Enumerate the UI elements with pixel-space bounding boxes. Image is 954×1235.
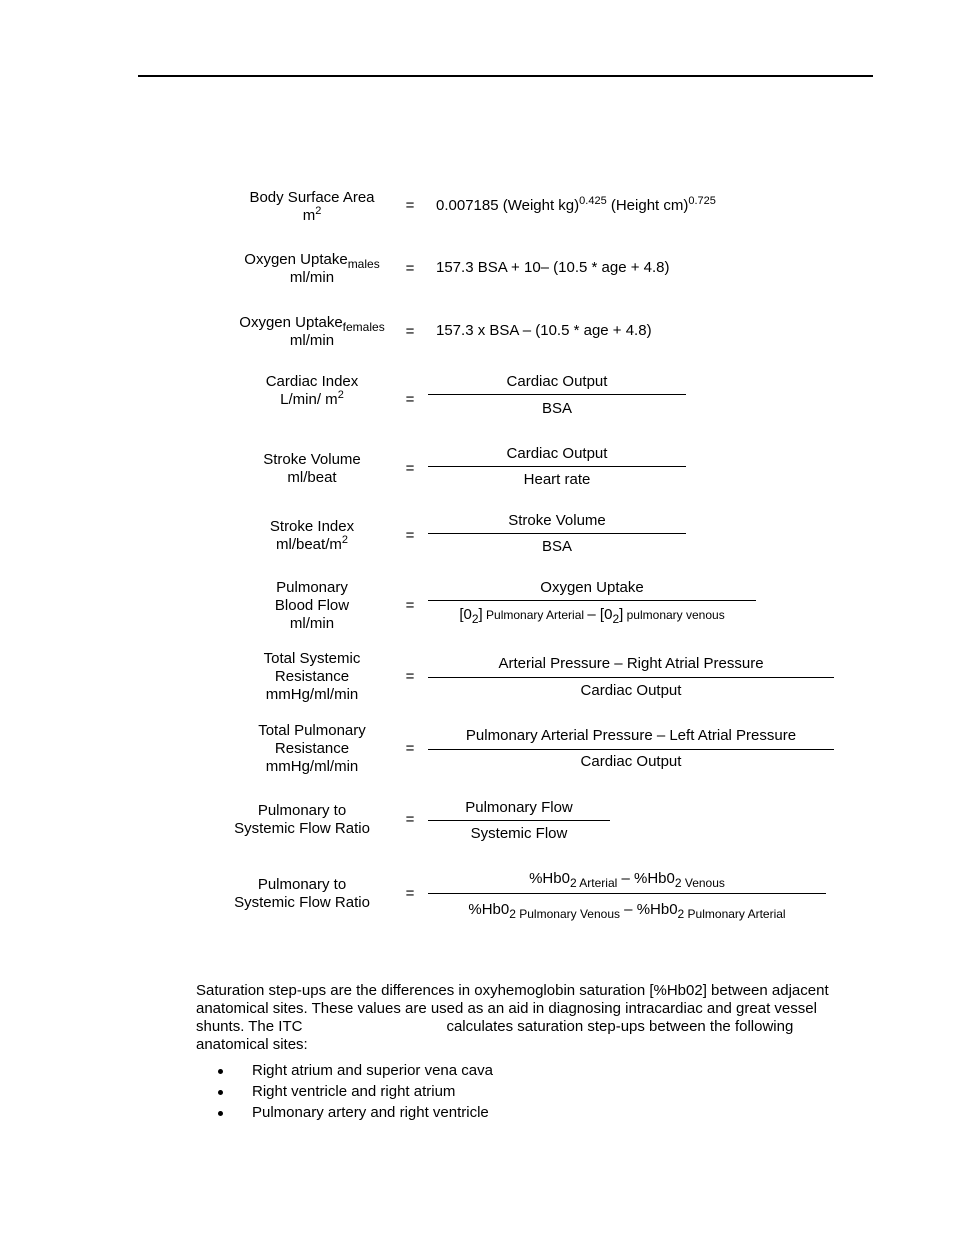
o2-females-expression: 157.3 x BSA – (10.5 * age + 4.8) (436, 322, 652, 339)
pulm-blood-flow-denominator: $[0_2]$ Pulmonary Arterial – $[0_2]$ pulmonary venous (459, 606, 725, 626)
bsa-label: Body Surface Area $m^2$ (249, 189, 375, 224)
saturation-paragraph: Saturation step-ups are the differences in oxyhemoglobin saturation [%Hb02] between adjacent anatomical sites. These values are used as an aid in diagnosing intracardiac and great vessel shunts. The ITC calculates saturation step-ups between the following anatomical sites: (196, 982, 829, 1053)
tsr-fraction-bar (428, 677, 834, 678)
stroke-index-denominator: BSA (541, 538, 572, 555)
qp-qs-1-equals: = (405, 811, 415, 828)
qp-qs-1-numerator: Pulmonary Flow (465, 799, 573, 816)
tpr-fraction-bar (428, 749, 834, 750)
qp-qs-1-label: Pulmonary to Systemic Flow Ratio (234, 802, 370, 837)
o2-males-expression: 157.3 BSA + 10– (10.5 * age + 4.8) (436, 259, 670, 276)
bsa-equals: = (405, 197, 415, 214)
anatomical-sites-list (196, 1062, 493, 1125)
stroke-volume-label: Stroke Volume ml/beat (263, 451, 361, 486)
tsr-equals: = (405, 668, 415, 685)
qp-qs-1-denominator: Systemic Flow (470, 825, 568, 842)
list-item: Right atrium and superior vena cava (196, 1062, 493, 1083)
tsr-numerator: Arterial Pressure – Right Atrial Pressure (498, 655, 764, 672)
o2-females-equals: = (405, 323, 415, 340)
pulm-blood-flow-equals: = (405, 597, 415, 614)
cardiac-index-label: Cardiac Index L/min/ $m^2$ (265, 373, 359, 408)
tpr-equals: = (405, 740, 415, 757)
stroke-index-equals: = (405, 527, 415, 544)
stroke-volume-numerator: Cardiac Output (506, 445, 608, 462)
bsa-expression: 0.007185 (Weight kg)$^{0.425}$ (Height cm)$^{0.725}$ (436, 195, 716, 214)
stroke-volume-fraction-bar (428, 466, 686, 467)
cardiac-index-equals: = (405, 391, 415, 408)
qp-qs-1-fraction-bar (428, 820, 610, 821)
o2-males-equals: = (405, 260, 415, 277)
tpr-numerator: Pulmonary Arterial Pressure – Left Atrial Pressure (465, 727, 797, 744)
pulm-blood-flow-label: Pulmonary Blood Flow ml/min (274, 579, 350, 632)
stroke-volume-denominator: Heart rate (523, 471, 591, 488)
qp-qs-2-numerator: $\%Hb0_{2 Arterial} - \%Hb0_{2 Venous}$ (529, 870, 725, 890)
tsr-denominator: Cardiac Output (580, 682, 682, 699)
tsr-label: Total Systemic Resistance mmHg/ml/min (263, 650, 361, 703)
tpr-label: Total Pulmonary Resistance mmHg/ml/min (258, 722, 366, 775)
o2-males-label: Oxygen Uptake$_{males}$ ml/min (244, 251, 380, 286)
stroke-index-numerator: Stroke Volume (508, 512, 606, 529)
stroke-index-label: Stroke Index $ml/beat/m^2$ (269, 518, 355, 553)
bullet-icon (218, 1069, 223, 1074)
bullet-icon (218, 1090, 223, 1095)
qp-qs-2-equals: = (405, 885, 415, 902)
pulm-blood-flow-numerator: Oxygen Uptake (540, 579, 644, 596)
tpr-denominator: Cardiac Output (580, 753, 682, 770)
list-item: Pulmonary artery and right ventricle (196, 1104, 493, 1125)
stroke-index-fraction-bar (428, 533, 686, 534)
qp-qs-2-fraction-bar (428, 893, 826, 894)
o2-females-label: Oxygen Uptake$_{females}$ ml/min (239, 314, 385, 349)
qp-qs-2-label: Pulmonary to Systemic Flow Ratio (234, 876, 370, 911)
cardiac-index-denominator: BSA (541, 400, 572, 417)
stroke-volume-equals: = (405, 460, 415, 477)
header-rule (138, 75, 873, 77)
qp-qs-2-denominator: $\%Hb0_{2 Pulmonary Venous} - \%Hb0_{2 Pulmonary Arterial}$ (468, 901, 786, 921)
list-item: Right ventricle and right atrium (196, 1083, 493, 1104)
pulm-blood-flow-fraction-bar (428, 600, 756, 601)
cardiac-index-fraction-bar (428, 394, 686, 395)
bullet-icon (218, 1111, 223, 1116)
cardiac-index-numerator: Cardiac Output (506, 373, 608, 390)
